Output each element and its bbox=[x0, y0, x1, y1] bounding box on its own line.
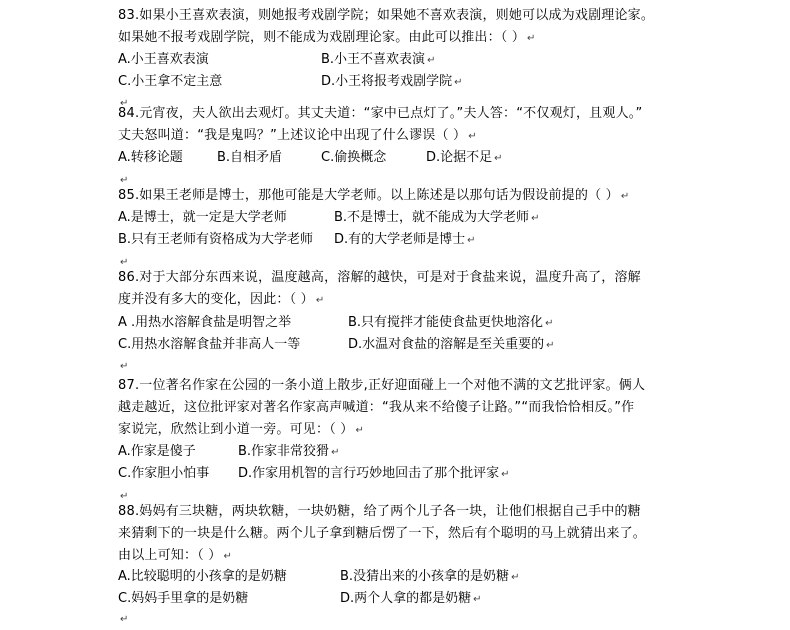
question-85-stem-line bbox=[118, 186, 629, 206]
paragraph-mark-icon: ↵ bbox=[120, 491, 129, 502]
paragraph-mark-icon: ↵ bbox=[494, 153, 503, 164]
paragraph-mark-icon: ↵ bbox=[531, 213, 540, 224]
stem-text: 如果她不报考戏剧学院，则不能成为戏剧理论家。由此可以推出：（ ） bbox=[118, 30, 526, 45]
question-85-option: A.是博士，就一定是大学老师 bbox=[118, 210, 287, 225]
paragraph-mark-icon: ↵ bbox=[355, 425, 365, 436]
question-83-option: A.小王喜欢表演 bbox=[118, 52, 209, 67]
question-88-stem-line bbox=[118, 546, 232, 566]
paragraph-mark-icon: ↵ bbox=[546, 340, 555, 351]
question-88-option: B.没猜出来的小孩拿的是奶糖 ↵ bbox=[340, 569, 520, 584]
paragraph-mark-icon: ↵ bbox=[120, 175, 129, 186]
question-87-option: A.作家是傻子 bbox=[118, 444, 196, 459]
question-85-option: D.有的大学老师是博士 ↵ bbox=[334, 232, 476, 247]
question-85-option: B.不是博士，就不能成为大学老师 ↵ bbox=[334, 210, 540, 225]
question-88-stem-line bbox=[118, 524, 646, 544]
question-84-stem-line bbox=[118, 104, 642, 124]
paragraph-mark-icon: ↵ bbox=[473, 594, 482, 605]
question-88-option: A.比较聪明的小孩拿的是奶糖 bbox=[118, 569, 287, 584]
question-88-option: C.妈妈手里拿的是奶糖 bbox=[118, 591, 249, 606]
question-85-option: B.只有王老师有资格成为大学老师 bbox=[118, 232, 314, 247]
question-86-option: B.只有搅拌才能使食盐更快地溶化 ↵ bbox=[348, 315, 554, 330]
paragraph-mark-icon: ↵ bbox=[223, 551, 233, 562]
question-83-option: D.小王将报考戏剧学院 ↵ bbox=[321, 74, 463, 89]
question-83-option: C.小王拿不定主意 bbox=[118, 74, 223, 89]
stem-text: 87.一位著名作家在公园的一条小道上散步,正好迎面碰上一个对他不满的文艺批评家。俩人 bbox=[118, 378, 646, 393]
question-84-option: C.偷换概念 bbox=[321, 150, 387, 165]
paragraph-mark-icon: ↵ bbox=[545, 318, 554, 329]
paragraph-mark-icon: ↵ bbox=[120, 257, 129, 268]
question-86-option: D.水温对食盐的溶解是至关重要的 ↵ bbox=[348, 337, 555, 352]
blank-line bbox=[118, 356, 129, 376]
paragraph-mark-icon: ↵ bbox=[527, 33, 536, 44]
question-86-stem-line bbox=[118, 268, 641, 288]
stem-text: 由以上可知：（ ） bbox=[118, 548, 222, 563]
question-84-option: A.转移论题 bbox=[118, 150, 183, 165]
question-87-option: D.作家用机智的言行巧妙地回击了那个批评家 ↵ bbox=[238, 466, 510, 481]
paragraph-mark-icon: ↵ bbox=[315, 295, 325, 306]
paragraph-mark-icon: ↵ bbox=[511, 572, 520, 583]
stem-text: 度并没有多大的变化，因此：（ ） bbox=[118, 292, 314, 307]
question-83-option: B.小王不喜欢表演 ↵ bbox=[321, 52, 436, 67]
question-86-stem-line bbox=[118, 290, 324, 310]
question-88-option: D.两个人拿的都是奶糖 ↵ bbox=[340, 591, 482, 606]
question-87-stem-line bbox=[118, 376, 645, 396]
paragraph-mark-icon: ↵ bbox=[468, 131, 477, 142]
stem-text: 85.如果王老师是博士，那他可能是大学老师。以上陈述是以那句话为假设前提的（ ） bbox=[118, 188, 619, 203]
question-84-option: D.论据不足 ↵ bbox=[426, 150, 503, 165]
question-84-stem-line bbox=[118, 126, 477, 146]
paragraph-mark-icon: ↵ bbox=[120, 614, 129, 625]
stem-text: 84.元宵夜，夫人欲出去观灯。其丈夫道：“家中已点灯了。”夫人答：“不仅观灯，且观人。” bbox=[118, 106, 643, 121]
stem-text: 家说完，欣然让到小道一旁。可见：（ ） bbox=[118, 422, 354, 437]
question-87-stem-line bbox=[118, 420, 364, 440]
stem-text: 88.妈妈有三块糖，两块软糖，一块奶糖，给了两个儿子各一块，让他们根据自己手中的糖 bbox=[118, 504, 641, 519]
question-87-option: B.作家非常狡猾 ↵ bbox=[238, 444, 340, 459]
stem-text: 越走越近，这位批评家对著名作家高声喊道：“我从来不给傻子让路。”“而我恰恰相反。”作 bbox=[118, 400, 635, 415]
paragraph-mark-icon: ↵ bbox=[454, 77, 463, 88]
question-83-stem-line bbox=[118, 6, 654, 26]
paragraph-mark-icon: ↵ bbox=[501, 469, 510, 480]
question-83-stem-line bbox=[118, 28, 536, 48]
question-87-stem-line bbox=[118, 398, 634, 418]
stem-text: 86.对于大部分东西来说，温度越高，溶解的越快，可是对于食盐来说，温度升高了，溶解 bbox=[118, 270, 641, 285]
stem-text: 来猜剩下的一块是什么糖。两个儿子拿到糖后愣了一下，然后有个聪明的马上就猜出来了。 bbox=[118, 526, 647, 541]
question-87-option: C.作家胆小怕事 bbox=[118, 466, 210, 481]
question-86-option: C.用热水溶解食盐并非高人一等 bbox=[118, 337, 301, 352]
question-86-option: A .用热水溶解食盐是明智之举 bbox=[118, 315, 292, 330]
paragraph-mark-icon: ↵ bbox=[427, 55, 436, 66]
question-84-option: B.自相矛盾 bbox=[217, 150, 283, 165]
paragraph-mark-icon: ↵ bbox=[620, 191, 630, 202]
stem-text: 83.如果小王喜欢表演，则她报考戏剧学院；如果她不喜欢表演，则她可以成为戏剧理论家。 bbox=[118, 8, 655, 23]
question-88-stem-line bbox=[118, 502, 641, 522]
blank-line bbox=[118, 609, 129, 629]
paragraph-mark-icon: ↵ bbox=[467, 235, 476, 246]
paragraph-mark-icon: ↵ bbox=[331, 447, 340, 458]
stem-text: 丈夫怒叫道：“我是鬼吗？”上述议论中出现了什么谬误（ ） bbox=[118, 128, 467, 143]
paragraph-mark-icon: ↵ bbox=[120, 98, 129, 109]
paragraph-mark-icon: ↵ bbox=[120, 361, 129, 372]
